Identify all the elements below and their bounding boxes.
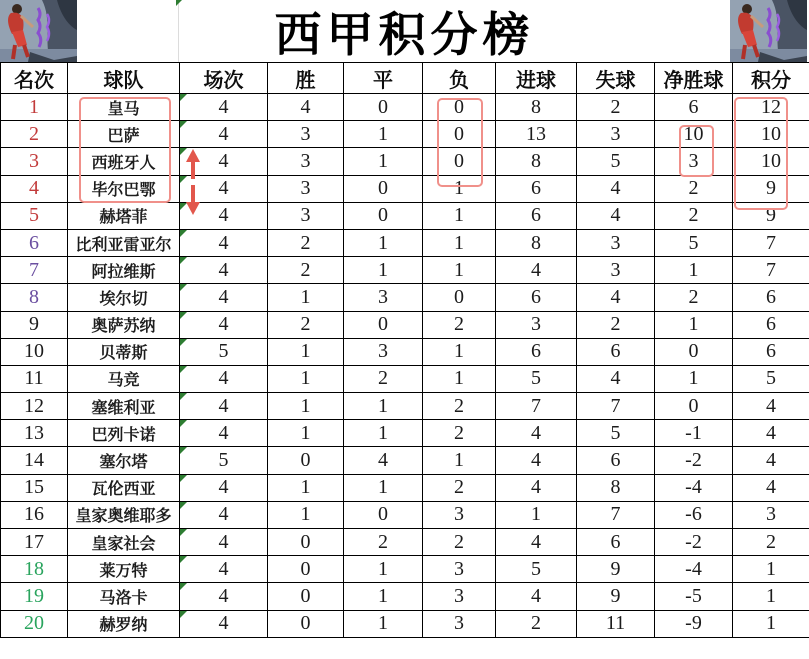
loss-cell: 2	[423, 420, 496, 447]
table-row	[1, 610, 809, 637]
team-cell: 奥萨苏纳	[68, 311, 180, 338]
loss-cell: 3	[423, 501, 496, 528]
win-cell: 0	[268, 447, 344, 474]
table-row	[1, 311, 809, 338]
points-cell: 7	[733, 229, 809, 256]
rank-cell: 6	[1, 229, 68, 256]
loss-cell: 3	[423, 583, 496, 610]
played-cell: 4	[180, 393, 268, 420]
goals-for-cell: 2	[496, 610, 577, 637]
draw-cell: 0	[344, 311, 423, 338]
table-row	[1, 229, 809, 256]
rank-cell: 20	[1, 610, 68, 637]
team-cell: 毕尔巴鄂	[68, 175, 180, 202]
draw-cell: 1	[344, 474, 423, 501]
played-cell: 4	[180, 583, 268, 610]
table-row	[1, 447, 809, 474]
table-row	[1, 474, 809, 501]
goals-against-cell: 4	[577, 365, 655, 392]
draw-cell: 1	[344, 556, 423, 583]
goals-against-cell: 9	[577, 583, 655, 610]
goal-diff-cell: 0	[655, 393, 733, 420]
goals-against-cell: 3	[577, 121, 655, 148]
sports-artwork-icon	[730, 0, 807, 62]
rank-cell: 5	[1, 202, 68, 229]
standings-table	[0, 62, 809, 638]
rank-cell: 2	[1, 121, 68, 148]
win-cell: 3	[268, 121, 344, 148]
title-band	[0, 0, 809, 62]
rank-cell: 3	[1, 148, 68, 175]
table-row	[1, 338, 809, 365]
loss-cell: 2	[423, 393, 496, 420]
header-win: 胜	[268, 63, 344, 94]
played-cell: 4	[180, 610, 268, 637]
rank-cell: 13	[1, 420, 68, 447]
loss-cell: 0	[423, 148, 496, 175]
points-cell: 4	[733, 393, 809, 420]
team-cell: 埃尔切	[68, 284, 180, 311]
loss-cell: 3	[423, 556, 496, 583]
goal-diff-cell: -6	[655, 501, 733, 528]
goals-against-cell: 3	[577, 229, 655, 256]
loss-cell: 0	[423, 121, 496, 148]
rank-cell: 18	[1, 556, 68, 583]
table-row	[1, 148, 809, 175]
goals-for-cell: 4	[496, 447, 577, 474]
loss-cell: 2	[423, 311, 496, 338]
loss-cell: 1	[423, 338, 496, 365]
goals-for-cell: 6	[496, 202, 577, 229]
table-row	[1, 94, 809, 121]
played-cell: 4	[180, 311, 268, 338]
table-row	[1, 583, 809, 610]
goal-diff-cell: -2	[655, 529, 733, 556]
rank-cell: 16	[1, 501, 68, 528]
points-cell: 1	[733, 610, 809, 637]
table-row	[1, 365, 809, 392]
loss-cell: 1	[423, 257, 496, 284]
points-cell: 1	[733, 556, 809, 583]
goal-diff-cell: -4	[655, 474, 733, 501]
goals-for-cell: 6	[496, 175, 577, 202]
played-cell: 4	[180, 94, 268, 121]
rank-cell: 11	[1, 365, 68, 392]
team-cell: 塞尔塔	[68, 447, 180, 474]
draw-cell: 3	[344, 284, 423, 311]
points-cell: 2	[733, 529, 809, 556]
draw-cell: 1	[344, 420, 423, 447]
team-cell: 赫罗纳	[68, 610, 180, 637]
right-sports-artwork	[730, 0, 807, 62]
loss-cell: 2	[423, 474, 496, 501]
header-goals-against: 失球	[577, 63, 655, 94]
goal-diff-cell: -5	[655, 583, 733, 610]
win-cell: 0	[268, 583, 344, 610]
loss-cell: 1	[423, 229, 496, 256]
goals-against-cell: 3	[577, 257, 655, 284]
table-row	[1, 257, 809, 284]
goal-diff-cell: -1	[655, 420, 733, 447]
goals-for-cell: 6	[496, 338, 577, 365]
played-cell: 4	[180, 148, 268, 175]
team-cell: 皇马	[68, 94, 180, 121]
points-cell: 5	[733, 365, 809, 392]
goal-diff-cell: 1	[655, 311, 733, 338]
played-cell: 4	[180, 121, 268, 148]
goals-for-cell: 3	[496, 311, 577, 338]
rank-cell: 17	[1, 529, 68, 556]
team-cell: 瓦伦西亚	[68, 474, 180, 501]
win-cell: 1	[268, 284, 344, 311]
goals-for-cell: 8	[496, 148, 577, 175]
goal-diff-cell: 2	[655, 284, 733, 311]
table-row	[1, 420, 809, 447]
win-cell: 1	[268, 393, 344, 420]
goals-for-cell: 6	[496, 284, 577, 311]
team-cell: 马洛卡	[68, 583, 180, 610]
header-row	[1, 63, 809, 94]
goal-diff-cell: 1	[655, 257, 733, 284]
goals-against-cell: 6	[577, 338, 655, 365]
draw-cell: 0	[344, 501, 423, 528]
goal-diff-cell: 0	[655, 338, 733, 365]
draw-cell: 1	[344, 393, 423, 420]
loss-cell: 3	[423, 610, 496, 637]
table-row	[1, 202, 809, 229]
rank-cell: 19	[1, 583, 68, 610]
draw-cell: 0	[344, 175, 423, 202]
played-cell: 4	[180, 474, 268, 501]
goals-for-cell: 4	[496, 583, 577, 610]
goals-against-cell: 5	[577, 420, 655, 447]
team-cell: 皇家社会	[68, 529, 180, 556]
draw-cell: 0	[344, 94, 423, 121]
team-cell: 马竞	[68, 365, 180, 392]
played-cell: 4	[180, 284, 268, 311]
played-cell: 4	[180, 229, 268, 256]
win-cell: 1	[268, 474, 344, 501]
points-cell: 4	[733, 447, 809, 474]
goals-against-cell: 7	[577, 393, 655, 420]
header-team: 球队	[68, 63, 180, 94]
goals-for-cell: 4	[496, 257, 577, 284]
goals-for-cell: 13	[496, 121, 577, 148]
goals-against-cell: 9	[577, 556, 655, 583]
rank-cell: 15	[1, 474, 68, 501]
played-cell: 4	[180, 257, 268, 284]
loss-cell: 0	[423, 284, 496, 311]
goals-against-cell: 8	[577, 474, 655, 501]
table-row	[1, 175, 809, 202]
loss-cell: 2	[423, 529, 496, 556]
rank-cell: 7	[1, 257, 68, 284]
goals-for-cell: 8	[496, 94, 577, 121]
points-cell: 6	[733, 311, 809, 338]
goals-for-cell: 4	[496, 474, 577, 501]
loss-cell: 1	[423, 365, 496, 392]
draw-cell: 1	[344, 257, 423, 284]
played-cell: 4	[180, 420, 268, 447]
goal-diff-cell: 3	[655, 148, 733, 175]
win-cell: 2	[268, 311, 344, 338]
team-cell: 巴萨	[68, 121, 180, 148]
team-cell: 比利亚雷亚尔	[68, 229, 180, 256]
table-row	[1, 121, 809, 148]
goal-diff-cell: 1	[655, 365, 733, 392]
goals-against-cell: 4	[577, 202, 655, 229]
header-loss: 负	[423, 63, 496, 94]
goals-against-cell: 4	[577, 175, 655, 202]
team-cell: 皇家奥维耶多	[68, 501, 180, 528]
points-cell: 10	[733, 148, 809, 175]
draw-cell: 1	[344, 148, 423, 175]
sports-artwork-icon	[0, 0, 77, 62]
header-goal-diff: 净胜球	[655, 63, 733, 94]
goals-for-cell: 7	[496, 393, 577, 420]
draw-cell: 3	[344, 338, 423, 365]
points-cell: 3	[733, 501, 809, 528]
rank-cell: 12	[1, 393, 68, 420]
goals-for-cell: 4	[496, 420, 577, 447]
rank-cell: 9	[1, 311, 68, 338]
goals-against-cell: 7	[577, 501, 655, 528]
team-cell: 巴列卡诺	[68, 420, 180, 447]
goals-against-cell: 11	[577, 610, 655, 637]
loss-cell: 1	[423, 202, 496, 229]
goals-against-cell: 6	[577, 529, 655, 556]
header-draw: 平	[344, 63, 423, 94]
played-cell: 4	[180, 202, 268, 229]
played-cell: 4	[180, 556, 268, 583]
points-cell: 9	[733, 202, 809, 229]
table-row	[1, 393, 809, 420]
goal-diff-cell: 5	[655, 229, 733, 256]
win-cell: 2	[268, 229, 344, 256]
loss-cell: 1	[423, 447, 496, 474]
rank-cell: 8	[1, 284, 68, 311]
team-cell: 西班牙人	[68, 148, 180, 175]
played-cell: 4	[180, 365, 268, 392]
win-cell: 0	[268, 610, 344, 637]
goals-against-cell: 5	[577, 148, 655, 175]
points-cell: 1	[733, 583, 809, 610]
goals-against-cell: 6	[577, 447, 655, 474]
goals-against-cell: 4	[577, 284, 655, 311]
win-cell: 1	[268, 365, 344, 392]
loss-cell: 1	[423, 175, 496, 202]
rank-cell: 10	[1, 338, 68, 365]
points-cell: 10	[733, 121, 809, 148]
win-cell: 3	[268, 148, 344, 175]
goals-against-cell: 2	[577, 94, 655, 121]
win-cell: 4	[268, 94, 344, 121]
rank-cell: 1	[1, 94, 68, 121]
page-title: 西甲积分榜	[274, 9, 535, 62]
win-cell: 1	[268, 338, 344, 365]
team-cell: 赫塔菲	[68, 202, 180, 229]
draw-cell: 4	[344, 447, 423, 474]
header-points: 积分	[733, 63, 809, 94]
table-row	[1, 284, 809, 311]
draw-cell: 0	[344, 202, 423, 229]
team-cell: 贝蒂斯	[68, 338, 180, 365]
goal-diff-cell: -2	[655, 447, 733, 474]
points-cell: 9	[733, 175, 809, 202]
played-cell: 5	[180, 447, 268, 474]
played-cell: 4	[180, 501, 268, 528]
table-row	[1, 501, 809, 528]
draw-cell: 1	[344, 583, 423, 610]
win-cell: 0	[268, 529, 344, 556]
rank-cell: 4	[1, 175, 68, 202]
goals-for-cell: 1	[496, 501, 577, 528]
goal-diff-cell: 10	[655, 121, 733, 148]
header-played: 场次	[180, 63, 268, 94]
played-cell: 5	[180, 338, 268, 365]
points-cell: 6	[733, 338, 809, 365]
draw-cell: 1	[344, 229, 423, 256]
win-cell: 3	[268, 175, 344, 202]
table-row	[1, 556, 809, 583]
goals-for-cell: 4	[496, 529, 577, 556]
draw-cell: 1	[344, 121, 423, 148]
played-cell: 4	[180, 175, 268, 202]
draw-cell: 2	[344, 529, 423, 556]
table-row	[1, 529, 809, 556]
win-cell: 2	[268, 257, 344, 284]
points-cell: 6	[733, 284, 809, 311]
goal-diff-cell: 2	[655, 175, 733, 202]
points-cell: 12	[733, 94, 809, 121]
header-rank: 名次	[1, 63, 68, 94]
standings-body	[1, 94, 809, 638]
win-cell: 1	[268, 420, 344, 447]
points-cell: 7	[733, 257, 809, 284]
win-cell: 1	[268, 501, 344, 528]
win-cell: 0	[268, 556, 344, 583]
points-cell: 4	[733, 420, 809, 447]
goals-against-cell: 2	[577, 311, 655, 338]
goals-for-cell: 5	[496, 556, 577, 583]
win-cell: 3	[268, 202, 344, 229]
goals-for-cell: 8	[496, 229, 577, 256]
loss-cell: 0	[423, 94, 496, 121]
team-cell: 塞维利亚	[68, 393, 180, 420]
goal-diff-cell: -4	[655, 556, 733, 583]
goal-diff-cell: 2	[655, 202, 733, 229]
played-cell: 4	[180, 529, 268, 556]
points-cell: 4	[733, 474, 809, 501]
rank-cell: 14	[1, 447, 68, 474]
draw-cell: 2	[344, 365, 423, 392]
team-cell: 莱万特	[68, 556, 180, 583]
left-sports-artwork	[0, 0, 77, 62]
goal-diff-cell: 6	[655, 94, 733, 121]
team-cell: 阿拉维斯	[68, 257, 180, 284]
draw-cell: 1	[344, 610, 423, 637]
goal-diff-cell: -9	[655, 610, 733, 637]
header-goals-for: 进球	[496, 63, 577, 94]
goals-for-cell: 5	[496, 365, 577, 392]
